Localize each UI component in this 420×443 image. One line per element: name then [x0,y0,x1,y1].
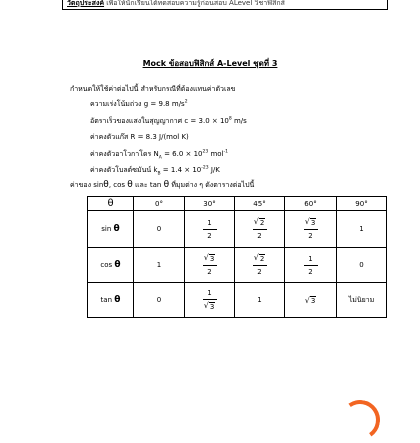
table-cell [235,248,285,283]
table-intro-theta: θ [163,180,170,190]
constants-intro: กำหนดให้ใช้ค่าต่อไปนี้ สำหรับกรณีที่ต้องแทนค่าตัวเลข [70,85,236,93]
constant-symbol: k [153,166,158,174]
constant-unit: mol [210,150,224,158]
constant-name: ความเร่งโน้มถ่วง [90,100,142,108]
fraction [203,289,217,311]
table-row-sin [88,211,387,248]
radicand: 2 [259,255,265,263]
radical-sign: √ [304,217,310,226]
table-intro-tan: tan [149,181,162,189]
constant-exp: 8 [228,116,232,122]
row-label-theta: θ [114,295,121,305]
radicand: 3 [209,255,215,263]
table-intro-cos: cos [113,181,126,189]
table-intro-and: และ [135,181,148,189]
constant-symbol: N [153,150,159,158]
constant-name: ค่าคงตัวอาโวกาโดร [90,150,152,158]
sqrt [305,296,317,305]
constant-g [90,99,188,110]
row-label-sin [88,211,134,248]
table-cell: 0 [337,248,387,283]
theta-header: θ [88,197,134,211]
constant-unit: m/s [233,117,247,125]
table-intro-comma: , [108,181,112,189]
denominator: 2 [257,268,262,276]
table-intro-sin: sin [93,181,104,189]
table-cell [285,211,337,248]
table-intro-theta: θ [103,180,109,190]
fraction [253,218,267,240]
sqrt [254,218,266,227]
denominator: 2 [207,268,212,276]
constant-value: = 9.8 [150,100,170,108]
radicand: 3 [310,296,316,305]
sqrt [204,254,216,263]
constant-unit: J/K [210,166,220,174]
constant-kb [90,165,220,176]
page-title: Mock ข้อสอบฟิสิกส์ A-Level ชุดที่ 3 [142,59,278,68]
fraction-bar [203,299,217,300]
fraction-bar [253,265,267,266]
row-label-text: cos [100,261,113,269]
table-cell: 0 [134,211,185,248]
constant-unit-exp: -1 [223,149,229,155]
objective-header [62,0,388,10]
denominator: 2 [308,232,313,240]
constant-exp: 23 [202,149,209,155]
row-label-text: tan [100,296,113,304]
table-intro-suffix: ที่มุมต่าง ๆ ดังตารางต่อไปนี้ [171,181,255,189]
constant-symbol: c [184,117,189,125]
constant-value: = 8.3 [137,133,157,141]
constant-exp: -23 [201,165,209,171]
radicand: 3 [310,219,316,227]
table-row-cos [88,248,387,283]
fraction-bar [203,265,217,266]
denominator: 2 [257,232,262,240]
row-label-text: sin [101,225,112,233]
table-intro-theta: θ [127,180,133,190]
constant-value: = 3.0 × 10 [190,117,229,125]
fraction-bar [304,265,318,266]
radical-sign: √ [253,253,259,262]
sqrt [204,302,216,311]
constant-name: ค่าคงตัวแก๊ส [90,133,129,141]
angle-header: 90° [337,197,387,211]
constant-na [90,149,228,160]
constant-subscript: A [158,155,162,161]
constant-value: = 1.4 × 10 [162,166,202,174]
constant-unit: J/(mol K) [159,133,189,141]
table-cell: 0 [134,283,185,318]
fraction [304,255,318,276]
row-label-cos [88,248,134,283]
table-cell [235,211,285,248]
trig-table [87,196,387,318]
fraction [253,254,267,276]
fraction [203,254,217,276]
constant-symbol: R [130,133,136,141]
fraction [304,218,318,240]
constant-c [90,116,247,127]
table-cell: ไม่นิยาม [337,283,387,318]
radicand: 3 [209,303,215,311]
constant-unit-exp: 2 [184,99,188,105]
radical-sign: √ [203,301,209,310]
sqrt [254,254,266,263]
row-label-theta: θ [114,260,121,270]
constant-subscript: B [157,171,161,177]
row-label-tan [88,283,134,318]
table-intro [70,180,254,191]
objective-label: วัตถุประสงค์ [67,0,105,7]
table-cell [185,283,235,318]
constant-name: ค่าคงตัวโบลต์ซมันน์ [90,166,152,174]
angle-header: 45° [235,197,285,211]
table-intro-prefix: ค่าของ [70,181,92,189]
radical-sign: √ [203,253,209,262]
table-cell [285,248,337,283]
objective-text: เพื่อให้นักเรียนได้ทดสอบความรู้ก่อนสอบ ALevel วิชาฟิสิกส์ [106,0,285,7]
constant-r [90,132,189,143]
fraction-bar [304,229,318,230]
fraction-bar [253,229,267,230]
table-row-tan [88,283,387,318]
fraction-bar [203,229,217,230]
radicand: 2 [259,219,265,227]
table-cell [185,211,235,248]
constant-name: อัตราเร็วของแสงในสุญญากาศ [90,117,183,125]
table-cell: 1 [235,283,285,318]
table-header-row [88,197,387,211]
table-cell: 1 [134,248,185,283]
numerator: 1 [207,218,212,227]
denominator: 2 [308,267,313,276]
table-cell: 1 [337,211,387,248]
radical-sign: √ [304,295,310,305]
denominator: 2 [207,231,212,240]
angle-header: 60° [285,197,337,211]
row-label-theta: θ [113,224,120,234]
angle-header: 30° [185,197,235,211]
numerator: 1 [207,289,212,297]
table-cell [285,283,337,318]
constant-unit: m/s [171,100,185,108]
table-cell [185,248,235,283]
numerator: 1 [308,254,313,263]
angle-header: 0° [134,197,185,211]
sqrt [305,218,317,227]
constant-symbol: g [143,100,149,108]
fraction [203,219,217,240]
constant-value: = 6.0 × 10 [164,150,203,158]
radical-sign: √ [253,217,259,226]
